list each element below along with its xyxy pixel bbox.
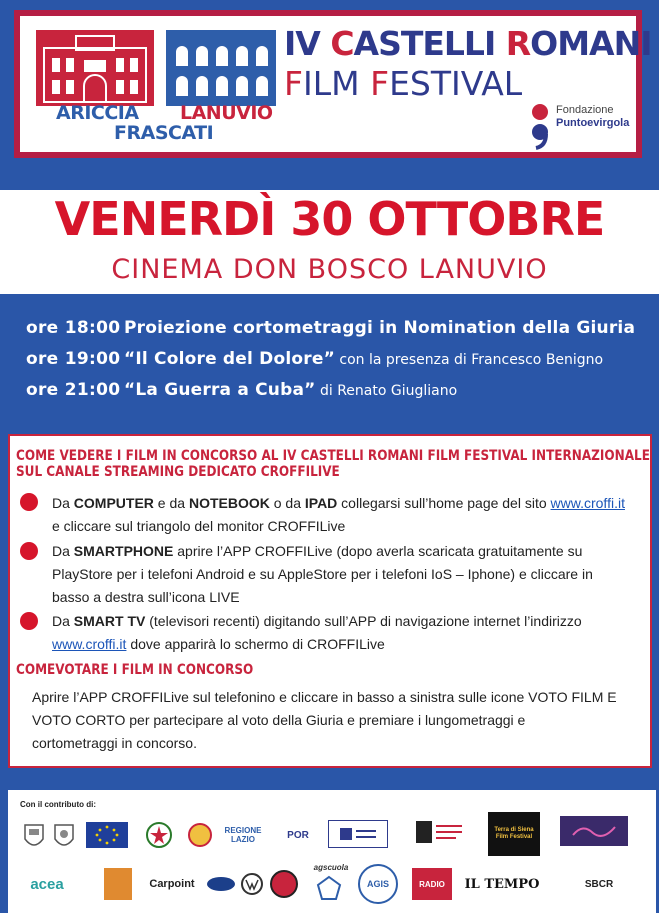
sponsor-logo	[104, 868, 132, 900]
header-section	[0, 0, 659, 190]
schedule-title: Proiezione cortometraggi in Nomination della Giuria	[124, 318, 636, 338]
vote-heading: COMEVOTARE I FILM IN CONCORSO	[16, 662, 254, 678]
schedule-title: “La Guerra a Cuba”	[124, 380, 316, 400]
por-logo: POR	[287, 829, 309, 841]
ford-icon	[206, 876, 236, 892]
sponsor-logo	[328, 820, 388, 848]
schedule-title: “Il Colore del Dolore”	[124, 349, 335, 369]
sponsors-section	[8, 790, 656, 913]
festival-title-line2: FILM FESTIVAL	[284, 64, 523, 103]
town-lanuvio: LANUVIO	[180, 102, 273, 124]
sbcr-logo: SBCR	[584, 878, 614, 890]
ariccia-palace-icon	[36, 30, 154, 106]
town-frascati: FRASCATI	[114, 122, 214, 144]
instruction-smart-tv: Da SMART TV (televisori recenti) digitando sull’APP di navigazione internet l’indirizzo www.croffi.it dove apparirà lo schermo di CROFFILive	[52, 613, 582, 652]
municipal-crest-icon	[52, 820, 76, 852]
festival-title-line1: IV CASTELLI ROMANI	[284, 24, 652, 63]
croffi-link[interactable]: www.croffi.it	[52, 636, 127, 652]
terra-di-siena-logo: Terra di Siena Film Festival	[488, 812, 540, 856]
lanuvio-arches-icon	[166, 30, 276, 106]
sponsor-logo	[560, 816, 628, 846]
bullet-icon	[20, 612, 38, 630]
mibact-emblem-icon	[186, 820, 214, 850]
foundation-label: Fondazione	[556, 104, 614, 116]
sponsor-logo	[410, 818, 468, 846]
carpoint-logo: Carpoint	[149, 878, 195, 890]
schedule-row	[26, 380, 635, 411]
event-venue: CINEMA DON BOSCO LANUVIO	[111, 254, 548, 285]
agscuola-logo: agscuola	[313, 862, 349, 872]
vote-instructions: Aprire l’APP CROFFILive sul telefonino e cliccare in basso a sinistra sulle icone VOTO FILM E VOTO CORTO per partecipare al voto della Giuria e premiare i lungometraggi e cortometraggi in concorso.	[32, 689, 617, 751]
schedule-time: ore 19:00	[26, 349, 121, 369]
town-ariccia: ARICCIA	[56, 102, 139, 124]
foundation-logo-icon	[526, 100, 554, 150]
schedule-time: ore 21:00	[26, 380, 121, 400]
streaming-info-box	[8, 434, 652, 768]
date-band	[0, 190, 659, 294]
schedule-row	[26, 318, 635, 349]
bullet-icon	[20, 542, 38, 560]
acea-logo: acea	[30, 875, 64, 893]
agis-logo: AGIS	[358, 864, 398, 904]
volkswagen-icon	[240, 872, 264, 896]
instruction-smartphone: Da SMARTPHONE aprire l’APP CROFFILive (dopo averla scaricata gratuitamente su PlayStore per i telefoni Android e su AppleStore per i telefoni IoS – Iphone) e cliccare in basso a destra sull’icona LIVE	[52, 543, 593, 605]
contrib-label: Con il contributo di:	[20, 800, 96, 809]
schedule-extra: con la presenza di Francesco Benigno	[334, 352, 604, 368]
schedule-time: ore 18:00	[26, 318, 121, 338]
festival-banner	[14, 10, 652, 158]
foundation-name: Puntoevirgola	[556, 117, 630, 129]
radio-logo: RADIO	[412, 868, 452, 900]
instruction-computer: Da COMPUTER e da NOTEBOOK o da IPAD collegarsi sull’home page del sito www.croffi.it e cliccare sul triangolo del monitor CROFFILive	[52, 495, 625, 534]
schedule-row	[26, 349, 635, 380]
bullet-icon	[20, 493, 38, 511]
schedule-extra: di Renato Giugliano	[315, 383, 458, 399]
event-date: VENERDÌ 30 OTTOBRE	[54, 192, 605, 246]
regione-lazio-logo: REGIONE LAZIO	[224, 826, 262, 844]
municipal-crest-icon	[22, 820, 46, 852]
schedule	[26, 318, 635, 411]
croffi-link[interactable]: www.croffi.it	[550, 495, 625, 511]
sponsor-logo	[268, 868, 300, 900]
streaming-heading: COME VEDERE I FILM IN CONCORSO AL IV CASTELLI ROMANI FILM FESTIVAL INTERNAZIONALE SUL CANALE STREAMING DEDICATO CROFFILIVE	[16, 448, 650, 480]
eu-flag-icon	[86, 822, 128, 848]
il-tempo-logo: IL TEMPO	[464, 876, 540, 892]
republic-emblem-icon	[144, 820, 174, 850]
sponsor-emblem-icon	[314, 874, 344, 902]
